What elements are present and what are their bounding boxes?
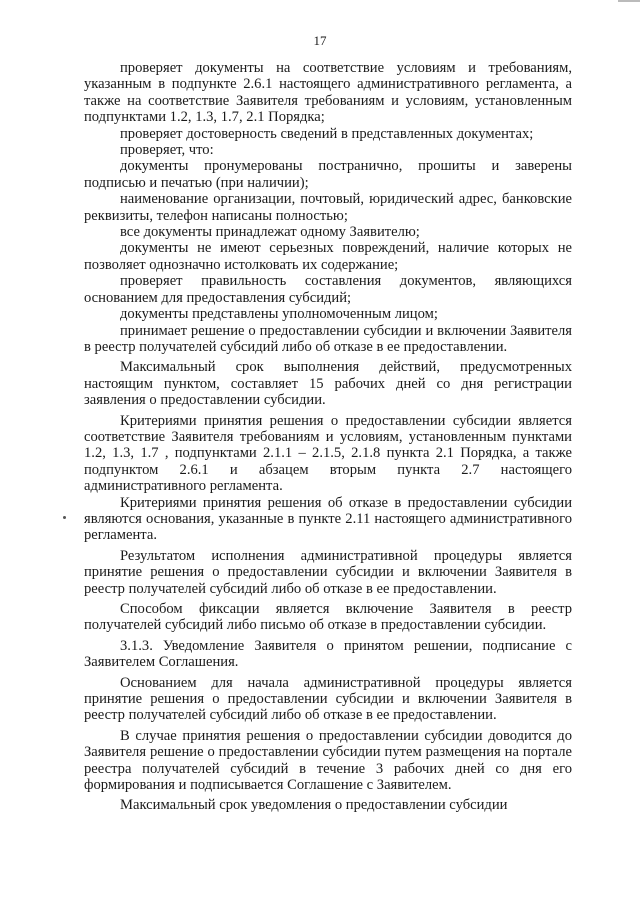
paragraph: Критериями принятия решения о предоставлении субсидии является соответствие Заявителя требованиям и условиям, установленным пунктами 1.2, 1.3, 1.7 , подпунктами 2.1.1 – 2.1.5, 2.1.8 пункта 2.1 Порядка, а также подпунктом 2.6.1 и абзацем вторым пункта 2.7 настоящего административного регламента. [84,412,572,495]
section-heading: 3.1.3. Уведомление Заявителя о принятом решении, подписание с Заявителем Соглашения. [84,637,572,671]
paragraph: проверяет документы на соответствие условиям и требованиям, указанным в подпункте 2.6.1 настоящего административного регламента, а также на соответствие Заявителя требованиям и условиям, установленным подпунктами 1.2, 1.3, 1.7, 2.1 Порядка; [84,60,572,126]
paragraph: Результатом исполнения административной процедуры является принятие решения о предоставлении субсидии и включении Заявителя в реестр получателей субсидий либо об отказе в ее предоставлении. [84,547,572,597]
paragraph: принимает решение о предоставлении субсидии и включении Заявителя в реестр получателей субсидий либо об отказе в ее предоставлении. [84,322,572,355]
paragraph: Критериями принятия решения об отказе в предоставлении субсидии являются основания, указанные в пункте 2.11 настоящего административного регламента. [84,494,572,544]
paragraph: Основанием для начала административной процедуры является принятие решения о предоставлении субсидии и включении Заявителя в реестр получателей субсидий либо об отказе в ее предоставлении. [84,674,572,724]
paragraph: наименование организации, почтовый, юридический адрес, банковские реквизиты, телефон написаны полностью; [84,191,572,224]
paragraph: документы представлены уполномоченным лицом; [120,306,438,323]
paragraph: проверяет, что: [120,142,214,159]
paragraph: документы не имеют серьезных повреждений, наличие которых не позволяет однозначно истолковать их содержание; [84,240,572,273]
paragraph: все документы принадлежат одному Заявителю; [120,224,420,241]
page-number: 17 [313,33,327,48]
paragraph: Максимальный срок уведомления о предоставлении субсидии [120,797,508,814]
paragraph: Максимальный срок выполнения действий, предусмотренных настоящим пунктом, составляет 15 рабочих дней со дня регистрации заявления о предоставлении субсидии. [84,359,572,409]
paragraph: проверяет правильность составления документов, являющихся основанием для предоставления субсидий; [84,273,572,306]
document-body [84,60,572,814]
paragraph: проверяет достоверность сведений в представленных документах; [120,125,534,142]
scan-edge-mark [618,0,640,2]
paragraph: документы пронумерованы постранично, прошиты и заверены подписью и печатью (при наличии); [84,158,572,191]
paragraph: В случае принятия решения о предоставлении субсидии доводится до Заявителя решение о предоставлении субсидии путем размещения на портале реестра получателей субсидий в течение 3 рабочих дней со дня его формирования и подписывается Соглашение с Заявителем. [84,727,572,794]
margin-dot [63,516,66,519]
paragraph: Способом фиксации является включение Заявителя в реестр получателей субсидий либо письмо об отказе в предоставлении субсидии. [84,601,572,634]
